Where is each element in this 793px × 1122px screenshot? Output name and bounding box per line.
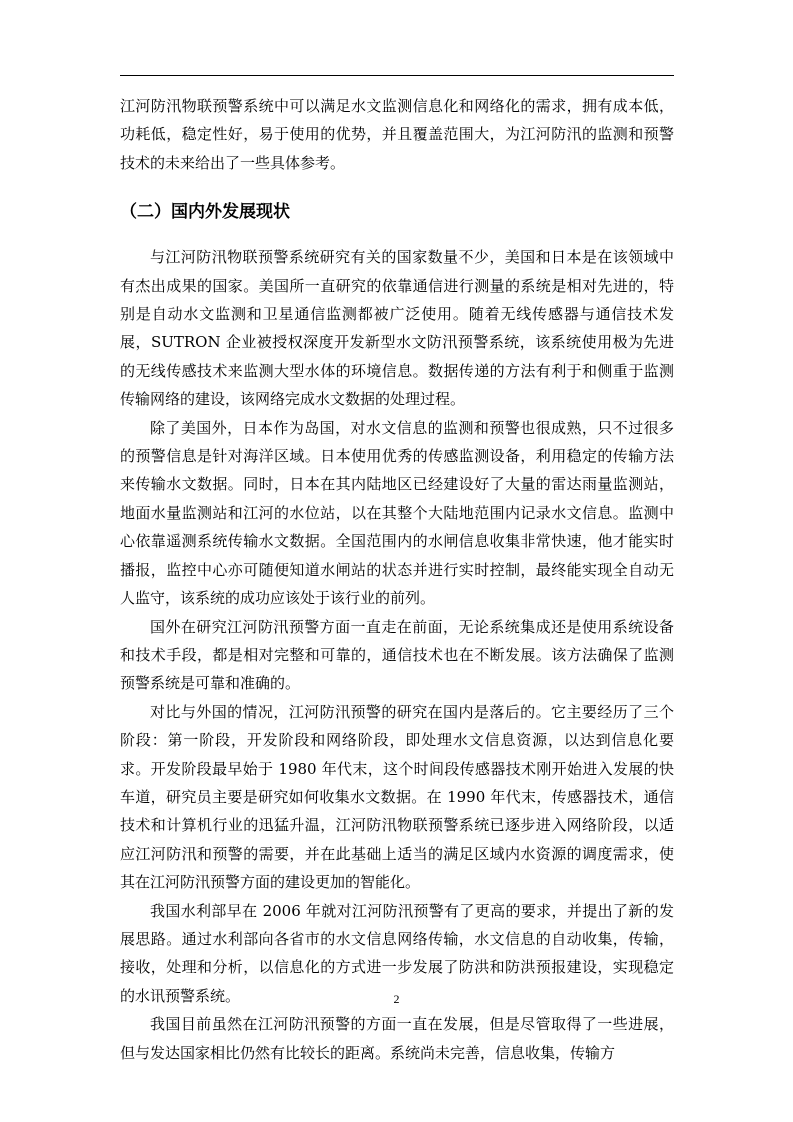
page-body [120,92,674,1067]
body-paragraph-3: 国外在研究江河防汛预警方面一直走在前面，无论系统集成还是使用系统设备和技术手段，都是相对完整和可靠的，通信技术也在不断发展。该方法确保了监测预警系统是可靠和准确的。 [120,617,674,693]
section-heading: （二）国内外发展现状 [120,202,290,223]
intro-paragraph: 江河防汛物联预警系统中可以满足水文监测信息化和网络化的需求，拥有成本低，功耗低，稳定性好，易于使用的优势，并且覆盖范围大，为江河防汛的监测和预警技术的未来给出了一些具体参考。 [120,97,674,172]
body-paragraph-4: 对比与外国的情况，江河防汛预警的研究在国内是落后的。它主要经历了三个阶段：第一阶段，开发阶段和网络阶段，即处理水文信息资源，以达到信息化要求。开发阶段最早始于 1980 年代末，这个时间段传感器技术刚开始进入发展的快车道，研究员主要是研究如何收集水文数据。在 1990 年代末，传感器技术，通信技术和计算机行业的迅猛升温，江河防汛物联预警系统已逐步进入网络阶段，以适应江河防汛和预警的需要，并在此基础上适当的满足区域内水资源的调度需求，使其在江河防汛预警方面的建设更加的智能化。 [120,702,674,892]
body-paragraph-5: 我国水利部早在 2006 年就对江河防汛预警有了更高的要求，并提出了新的发展思路。通过水利部向各省市的水文信息网络传输，水文信息的自动收集，传输，接收，处理和分析，以信息化的方式进一步发展了防洪和防洪预报建设，实现稳定的水讯预警系统。 [120,901,674,1005]
header-rule [120,75,674,76]
body-paragraph-2: 除了美国外，日本作为岛国，对水文信息的监测和预警也很成熟，只不过很多的预警信息是针对海洋区域。日本使用优秀的传感监测设备，利用稳定的传输方法来传输水文数据。同时，日本在其内陆地区已经建设好了大量的雷达雨量监测站，地面水量监测站和江河的水位站，以在其整个大陆地范围内记录水文信息。监测中心依靠遥测系统传输水文数据。全国范围内的水闸信息收集非常快速，他才能实时播报，监控中心亦可随便知道水闸站的状态并进行实时控制，最终能实现全自动无人监守，该系统的成功应该处于该行业的前列。 [120,418,674,608]
body-paragraph-1: 与江河防汛物联预警系统研究有关的国家数量不少，美国和日本是在该领域中有杰出成果的国家。美国所一直研究的依靠通信进行测量的系统是相对先进的，特别是自动水文监测和卫星通信监测都被广泛使用。随着无线传感器与通信技术发展，SUTRON 企业被授权深度开发新型水文防汛预警系统，该系统使用极为先进的无线传感技术来监测大型水体的环境信息。数据传递的方法有利于和侧重于监测传输网络的建设，该网络完成水文数据的处理过程。 [120,248,674,409]
body-paragraph-6: 我国目前虽然在江河防汛预警的方面一直在发展，但是尽管取得了一些进展，但与发达国家相比仍然有比较长的距离。系统尚未完善，信息收集，传输方 [120,1015,674,1062]
page-number: 2 [393,992,400,1006]
